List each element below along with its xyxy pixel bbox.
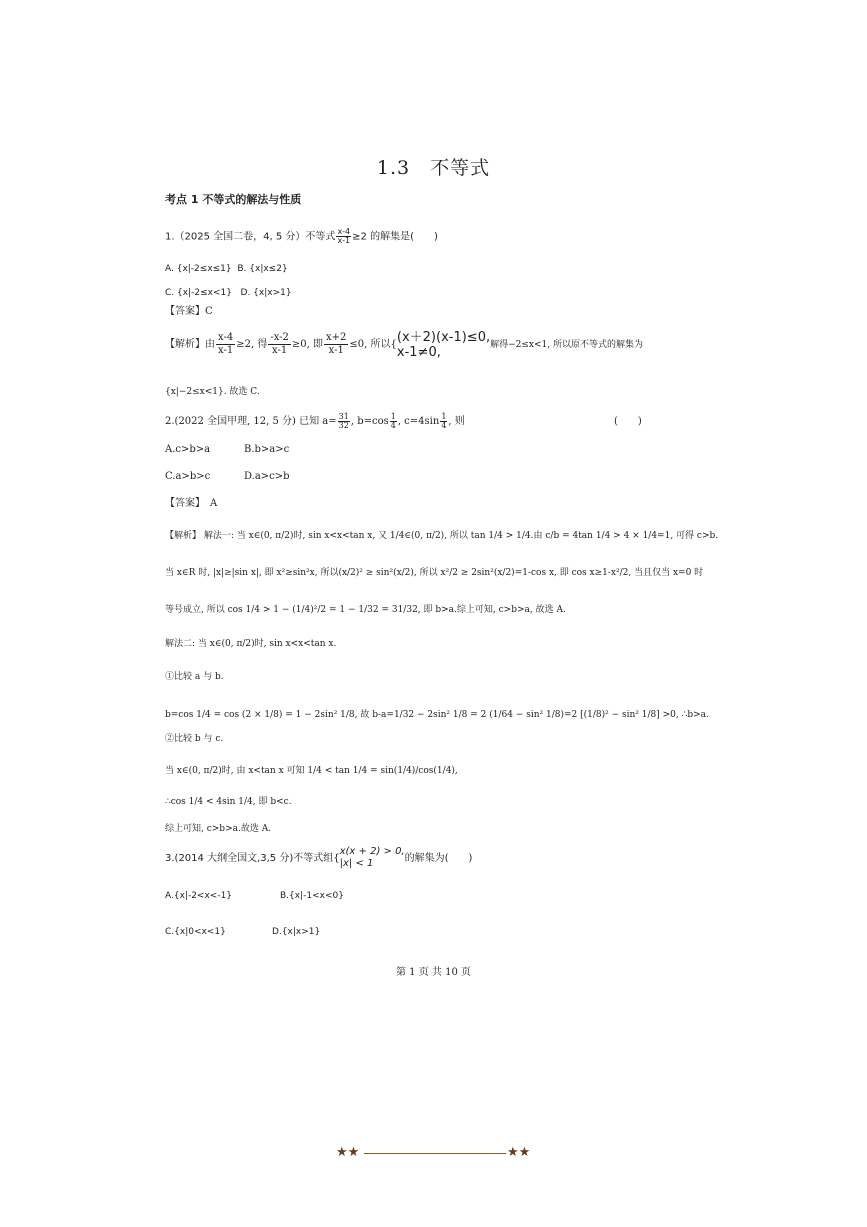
divider-line	[364, 1153, 506, 1154]
decorative-divider	[336, 1145, 536, 1163]
q2-answer-paren: ( )	[614, 416, 642, 427]
q3-system: x(x + 2) > 0, |x| < 1	[339, 846, 405, 869]
q2-analysis-line9: ∴cos 1/4 < 4sin 1/4, 即 b<c.	[165, 797, 292, 807]
q3-option-c: C.{x|0<x<1}	[165, 927, 226, 937]
q1-options-row1	[165, 262, 288, 276]
page-title: 1.3 不等式	[376, 157, 491, 179]
page-footer: 第 1 页 共 10 页	[396, 967, 471, 978]
star-icon: ★★	[507, 1145, 531, 1160]
q2-analysis-line10: 综上可知, c>b>a.故选 A.	[165, 824, 272, 834]
q2-analysis-line1: 【解析】 解法一: 当 x∈(0, π/2)时, sin x<x<tan x, 又 1/4∈(0, π/2), 所以 tan 1/4 > 1/4.由 c/b = 4tan 1/4 > 4 × 1/4=1, 可得 c>b.	[165, 531, 719, 541]
q1-option-c: C. {x|-2≤x<1}	[165, 288, 232, 298]
q2-stem: 2.(2022 全国甲理, 12, 5 分) 已知 a= $\frac{31}{32}$ , b=cos $\frac{1}{4}$ , c=4sin $\frac{1}{4}$ , 则	[165, 412, 465, 430]
q2-option-c: C.a>b>c	[165, 471, 211, 482]
q2-analysis-line3: 等号成立, 所以 cos 1/4 > 1 − (1/4)²/2 = 1 − 1/32 = 31/32, 即 b>a.综上可知, c>b>a, 故选 A.	[165, 605, 566, 615]
q1-system: (x＋2)(x-1)≤0, x-1≠0,	[396, 329, 491, 360]
q2-option-a: A.c>b>a	[165, 444, 211, 455]
q1-analysis: 【解析】由 $\frac{x-4}{x-1}$ ≥2, 得 $\frac{-x-2}{x-1}$ ≥0, 即 $\frac{x+2}{x-1}$ ≤0, 所以{ (x＋2)(x-1)≤0, x-1≠0, 解得−2≤x<1, 所以原不等式的解集为	[165, 329, 643, 360]
q2-analysis-line6: b=cos 1/4 = cos (2 × 1/8) = 1 − 2sin² 1/8, 故 b-a=1/32 − 2sin² 1/8 = 2 (1/64 − sin² 1/8)=2 [(1/8)² − sin² 1/8] >0, ∴b>a.	[165, 710, 709, 720]
q1-option-d: D. {x|x>1}	[240, 288, 292, 298]
star-icon: ★★	[336, 1145, 360, 1160]
q1-fraction: $\frac{x-4}{x-1}$	[337, 227, 351, 245]
q1-options-row2	[165, 286, 292, 300]
q3-option-b: B.{x|-1<x<0}	[280, 891, 344, 901]
q1-analysis-end: {x|−2≤x<1}. 故选 C.	[165, 387, 260, 397]
q2-analysis-line7: ②比较 b 与 c.	[165, 734, 224, 744]
q2-answer: 【答案】 A	[165, 498, 218, 509]
section-heading: 考点 1 不等式的解法与性质	[165, 193, 302, 206]
q1-answer: 【答案】C	[165, 306, 213, 317]
q2-option-b: B.b>a>c	[244, 444, 290, 455]
q2-analysis-line2: 当 x∈R 时, |x|≥|sin x|, 即 x²≥sin²x, 所以(x/2)² ≥ sin²(x/2), 所以 x²/2 ≥ 2sin²(x/2)=1-cos x, 即 cos x≥1-x²/2, 当且仅当 x=0 时	[165, 568, 704, 578]
q2-analysis-line5: ①比较 a 与 b.	[165, 672, 224, 682]
q2-option-d: D.a>c>b	[244, 471, 290, 482]
q3-option-d: D.{x|x>1}	[272, 927, 321, 937]
q1-option-a: A. {x|-2≤x≤1}	[165, 264, 232, 274]
q3-stem: 3.(2014 大纲全国文,3,5 分)不等式组{ x(x + 2) > 0, |x| < 1 的解集为( )	[165, 846, 473, 869]
q2-analysis-line4: 解法二: 当 x∈(0, π/2)时, sin x<x<tan x.	[165, 639, 337, 649]
q1-option-b: B. {x|x≤2}	[237, 264, 288, 274]
q2-analysis-line8: 当 x∈(0, π/2)时, 由 x<tan x 可知 1/4 < tan 1/4 = sin(1/4)/cos(1/4),	[165, 766, 458, 776]
q1-stem: 1.（2025 全国二卷，4, 5 分）不等式 $\frac{x-4}{x-1}$ ≥2 的解集是( )	[165, 227, 438, 245]
q3-option-a: A.{x|-2<x<-1}	[165, 891, 233, 901]
